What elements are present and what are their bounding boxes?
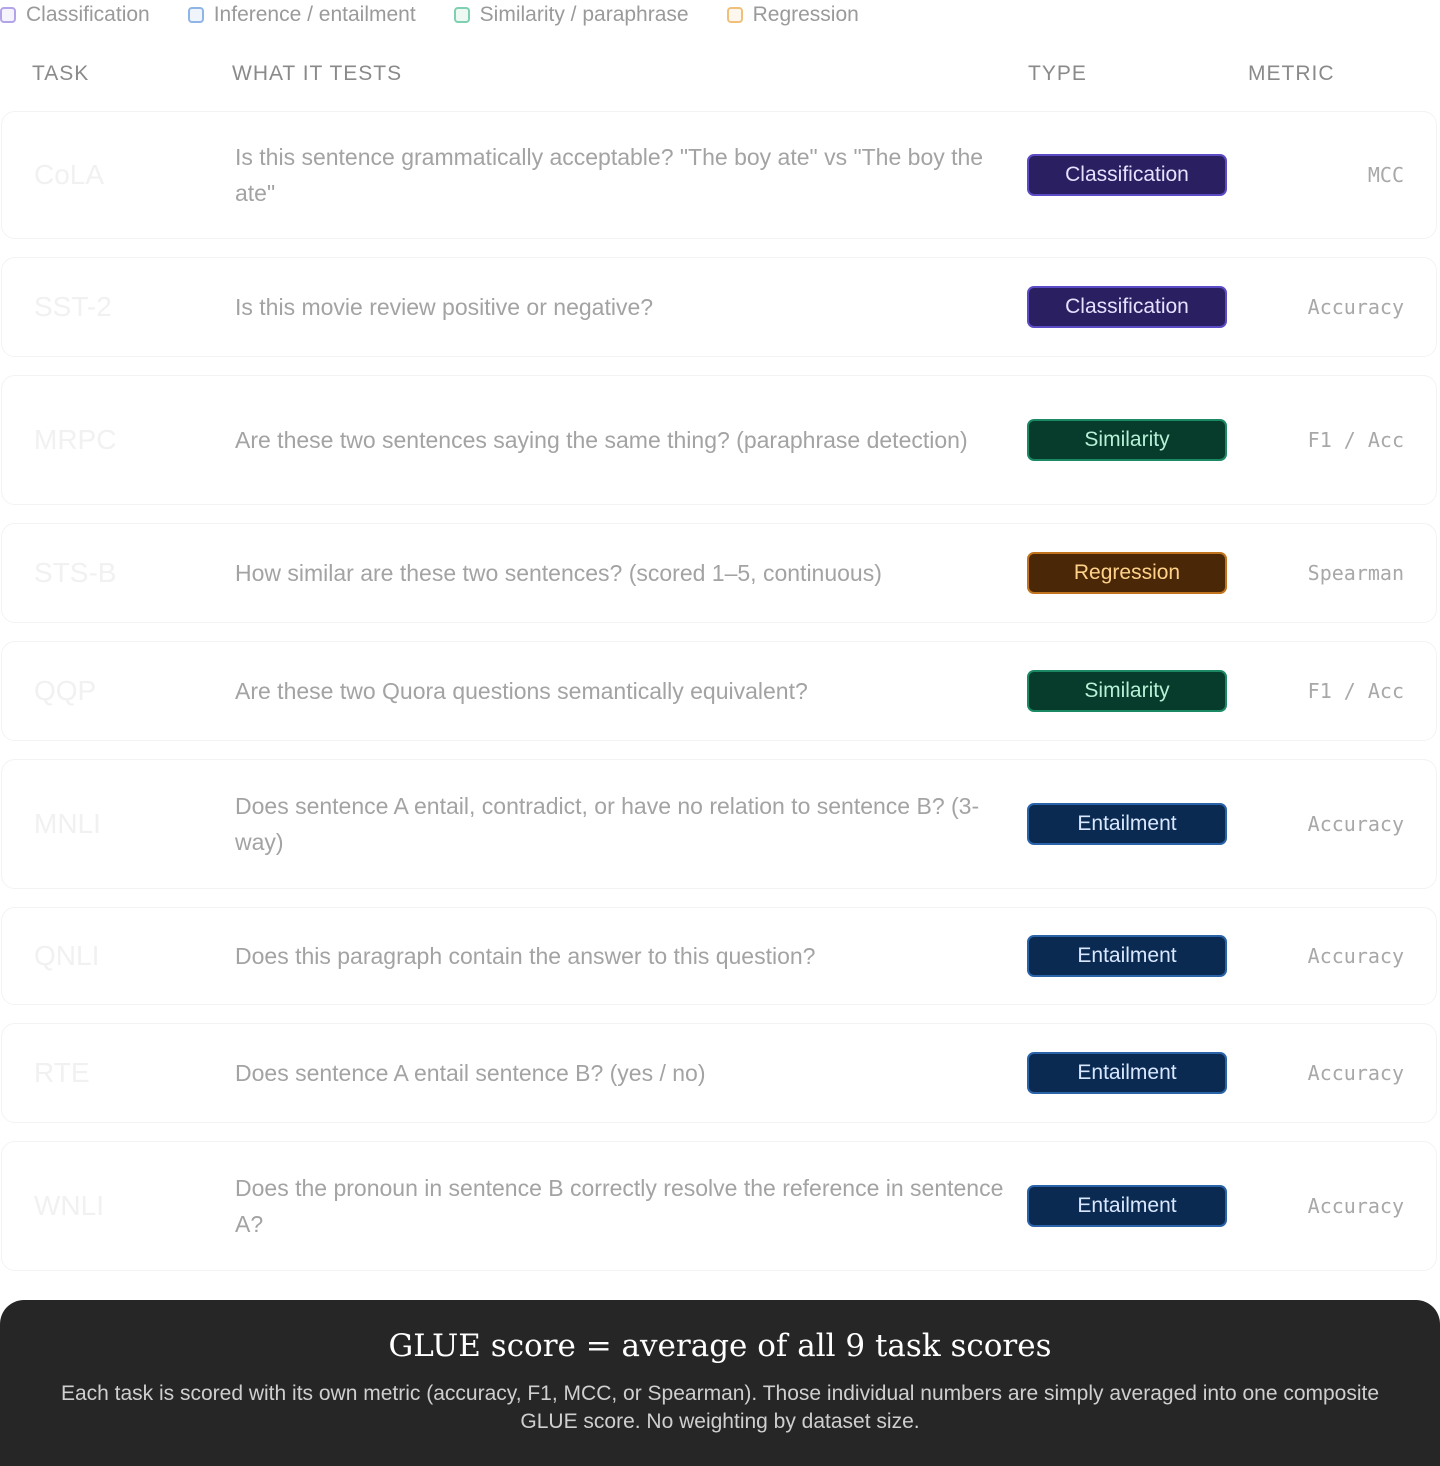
task-description: Does sentence A entail sentence B? (yes / no) <box>235 1060 706 1086</box>
metric-value: F1 / Acc <box>1307 428 1404 452</box>
metric-value: Accuracy <box>1307 1061 1404 1085</box>
type-badge: Classification <box>1027 154 1227 196</box>
task-name: STS-B <box>34 557 117 588</box>
legend-label: Similarity / paraphrase <box>479 3 689 26</box>
legend-label: Regression <box>752 3 859 26</box>
task-description: Does this paragraph contain the answer to this question? <box>235 943 816 969</box>
type-badge: Similarity <box>1027 670 1227 712</box>
metric-value: Accuracy <box>1307 1194 1404 1218</box>
task-description: Is this movie review positive or negative? <box>235 294 654 320</box>
table-row <box>1 257 1437 357</box>
table-row <box>1 759 1437 889</box>
table-row <box>1 907 1437 1005</box>
metric-value: Accuracy <box>1307 812 1404 836</box>
legend-item-similarity <box>454 3 689 27</box>
task-description: Does the pronoun in sentence B correctly resolve the reference in sentence A? <box>235 1175 1004 1237</box>
task-description: How similar are these two sentences? (scored 1–5, continuous) <box>235 560 882 586</box>
legend-swatch-regression <box>727 7 743 23</box>
legend-swatch-inference <box>188 7 204 23</box>
metric-value: F1 / Acc <box>1307 679 1404 703</box>
type-badge: Entailment <box>1027 803 1227 845</box>
metric-value: Accuracy <box>1307 944 1404 968</box>
task-name: QQP <box>34 675 97 706</box>
header-metric: METRIC <box>1248 62 1335 85</box>
legend-item-inference <box>188 3 416 27</box>
type-badge: Entailment <box>1027 1052 1227 1094</box>
task-description: Does sentence A entail, contradict, or have no relation to sentence B? (3-way) <box>235 793 980 855</box>
type-badge: Entailment <box>1027 1185 1227 1227</box>
type-badge: Classification <box>1027 286 1227 328</box>
header-task: TASK <box>32 62 90 85</box>
header-what-it-tests: WHAT IT TESTS <box>232 62 403 85</box>
task-name: SST-2 <box>34 291 112 322</box>
header-type: TYPE <box>1028 62 1087 85</box>
metric-value: MCC <box>1367 163 1404 187</box>
legend-item-classification <box>0 3 150 27</box>
summary-title: GLUE score = average of all 9 task scores <box>388 1328 1052 1364</box>
legend-swatch-similarity <box>454 7 470 23</box>
metric-value: Accuracy <box>1307 295 1404 319</box>
task-description: Are these two sentences saying the same thing? (paraphrase detection) <box>235 427 968 453</box>
summary-panel <box>0 1300 1440 1466</box>
table-row <box>1 641 1437 741</box>
table-row <box>1 1141 1437 1271</box>
task-name: WNLI <box>34 1190 104 1221</box>
task-description: Are these two Quora questions semantically equivalent? <box>235 678 808 704</box>
table-row <box>1 375 1437 505</box>
type-badge: Similarity <box>1027 419 1227 461</box>
table-row <box>1 523 1437 623</box>
legend-swatch-classification <box>0 7 16 23</box>
task-name: MNLI <box>34 808 101 839</box>
task-name: CoLA <box>34 159 105 190</box>
task-name: RTE <box>34 1057 90 1088</box>
legend <box>0 0 897 30</box>
table-header <box>0 60 1440 90</box>
table-row <box>1 111 1437 239</box>
type-badge: Regression <box>1027 552 1227 594</box>
legend-label: Classification <box>26 3 150 26</box>
legend-label: Inference / entailment <box>213 3 416 26</box>
task-name: QNLI <box>34 940 100 971</box>
metric-value: Spearman <box>1307 561 1404 585</box>
task-description: Is this sentence grammatically acceptable? "The boy ate" vs "The boy the ate" <box>235 144 984 206</box>
type-badge: Entailment <box>1027 935 1227 977</box>
summary-text: Each task is scored with its own metric (accuracy, F1, MCC, or Spearman). Those individual numbers are simply averaged into one composite GLUE score. No weighting by dataset size. <box>60 1382 1380 1433</box>
table-row <box>1 1023 1437 1123</box>
legend-item-regression <box>727 3 859 27</box>
task-name: MRPC <box>34 424 117 455</box>
